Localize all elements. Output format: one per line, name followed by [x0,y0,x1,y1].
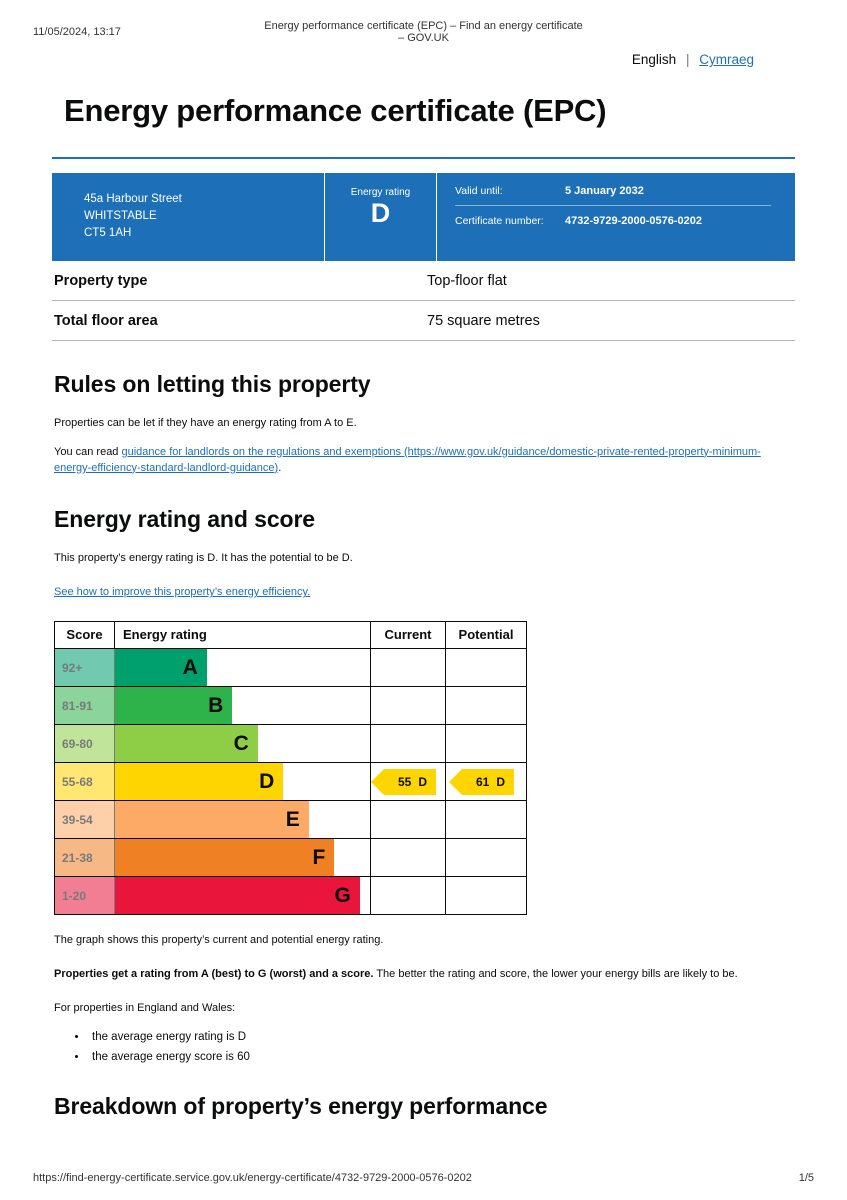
epc-potential-cell [446,801,526,838]
certificate-meta [436,173,795,261]
print-url: https://find-energy-certificate.service.gov.uk/energy-certificate/4732-9729-2000-0576-0202 [33,1172,472,1184]
epc-potential-marker [462,769,514,795]
epc-current-cell [371,801,446,838]
epc-band-row [55,839,526,877]
print-footer [0,1172,847,1184]
language-current: English [631,52,677,67]
address-line-1: 45a Harbour Street [84,192,182,205]
letting-guidance-paragraph [54,445,795,477]
address-line-3: CT5 1AH [84,227,132,240]
list-item: • the average energy rating is D [88,1027,795,1047]
epc-band-bar-cell [115,763,371,800]
floor-area-value: 75 square metres [427,312,540,329]
property-address [52,173,324,261]
epc-band-letter: G [334,883,351,907]
epc-current-letter: D [418,775,428,790]
averages-list [52,1027,795,1067]
epc-potential-cell [446,763,526,800]
epc-band-letter: C [233,731,249,755]
epc-band-score: 92+ [55,649,115,686]
graph-caption: The graph shows this property’s current and potential energy rating. [54,934,384,947]
valid-until-label: Valid until: [455,184,503,197]
epc-current-score: 55 [398,775,412,790]
epc-band-row [55,763,526,801]
energy-rating-label: Energy rating [350,186,411,198]
epc-band-bar [115,763,283,800]
energy-rating-heading: Energy rating and score [54,506,315,533]
epc-current-cell [371,763,446,800]
epc-band-bar [115,839,334,876]
print-doc-title: Energy performance certificate (EPC) – Find an energy certificate – GOV.UK [264,20,583,44]
epc-current-cell [371,687,446,724]
epc-band-bar-cell [115,801,371,838]
epc-current-cell [371,839,446,876]
epc-band-bar [115,725,258,762]
epc-current-cell [371,725,446,762]
property-type-value: Top-floor flat [427,272,507,289]
floor-area-label: Total floor area [54,312,158,329]
property-type-row [52,261,795,301]
epc-band-row [55,877,526,915]
epc-band-letter: E [285,807,300,831]
epc-potential-cell [446,839,526,876]
breakdown-heading: Breakdown of property’s energy performance [54,1093,548,1120]
epc-band-score: 69-80 [55,725,115,762]
epc-potential-cell [446,687,526,724]
epc-band-letter: A [182,655,198,679]
epc-col-score: Score [55,622,115,648]
epc-band-score: 1-20 [55,877,115,914]
certificate-number-row [455,215,771,236]
epc-band-row [55,801,526,839]
epc-band-letter: D [259,769,275,793]
epc-band-bar [115,801,309,838]
epc-band-score: 55-68 [55,763,115,800]
epc-band-bar-cell [115,839,371,876]
valid-until-row [455,185,771,207]
averages-intro: For properties in England and Wales: [54,1002,236,1015]
rating-note-bold: Properties get a rating from A (best) to G (worst) and a score. [54,968,374,981]
print-page-number: 1/5 [798,1172,814,1184]
epc-potential-cell [446,877,526,914]
epc-band-bar [115,649,207,686]
epc-potential-cell [446,649,526,686]
epc-graph-header [55,622,526,649]
epc-band-bar [115,877,360,914]
epc-band-row [55,725,526,763]
certificate-number-value: 4732-9729-2000-0576-0202 [565,215,703,228]
page-title: Energy performance certificate (EPC) [64,93,607,128]
language-switcher [52,52,795,67]
epc-band-score: 39-54 [55,801,115,838]
epc-potential-score: 61 [476,775,490,790]
energy-rating-badge [324,173,436,261]
epc-current-cell [371,877,446,914]
epc-band-letter: B [208,693,224,717]
epc-band-score: 81-91 [55,687,115,724]
epc-band-score: 21-38 [55,839,115,876]
list-item: • the average energy score is 60 [88,1047,795,1067]
epc-band-row [55,649,526,687]
landlord-guidance-link[interactable]: guidance for landlords on the regulations and exemptions (https://www.gov.uk/guidance/domestic-private-rented-property-minimum-energy-efficiency-standard-landlord-guidance) [54,445,761,474]
letting-guidance-prefix: You can read [54,445,122,458]
certificate-summary-banner [52,173,795,261]
property-type-label: Property type [54,272,148,289]
letting-guidance-suffix: . [278,461,282,474]
letting-rules-paragraph: Properties can be let if they have an energy rating from A to E. [54,416,357,429]
print-date: 11/05/2024, 13:17 [33,26,121,38]
improve-efficiency-link[interactable]: See how to improve this property’s energy efficiency. [54,586,311,599]
language-welsh-link[interactable]: Cymraeg [699,52,754,67]
epc-band-bar-cell [115,877,371,914]
epc-potential-letter: D [496,775,506,790]
rating-note-rest: The better the rating and score, the lower your energy bills are likely to be. [373,968,738,981]
epc-band-bar-cell [115,687,371,724]
epc-current-cell [371,649,446,686]
certificate-number-label: Certificate number: [455,215,544,228]
epc-rating-graph [54,621,527,915]
epc-band-bar-cell [115,649,371,686]
epc-potential-cell [446,725,526,762]
epc-band-row [55,687,526,725]
energy-rating-summary: This property’s energy rating is D. It has the potential to be D. [54,552,353,565]
rating-note [54,967,795,983]
title-divider [52,157,795,159]
epc-graph-body [55,649,526,915]
epc-col-current: Current [371,622,446,648]
epc-col-energy-rating: Energy rating [115,622,371,648]
epc-current-marker [384,769,436,795]
epc-band-bar [115,687,232,724]
epc-band-bar-cell [115,725,371,762]
valid-until-value: 5 January 2032 [565,184,644,197]
letting-rules-heading: Rules on letting this property [54,370,371,397]
epc-band-letter: F [312,845,326,869]
language-separator: | [685,52,690,67]
epc-col-potential: Potential [458,627,514,643]
improve-efficiency-paragraph [54,585,795,601]
floor-area-row [52,301,795,341]
address-line-2: WHITSTABLE [84,209,157,222]
energy-rating-value: D [370,197,391,228]
